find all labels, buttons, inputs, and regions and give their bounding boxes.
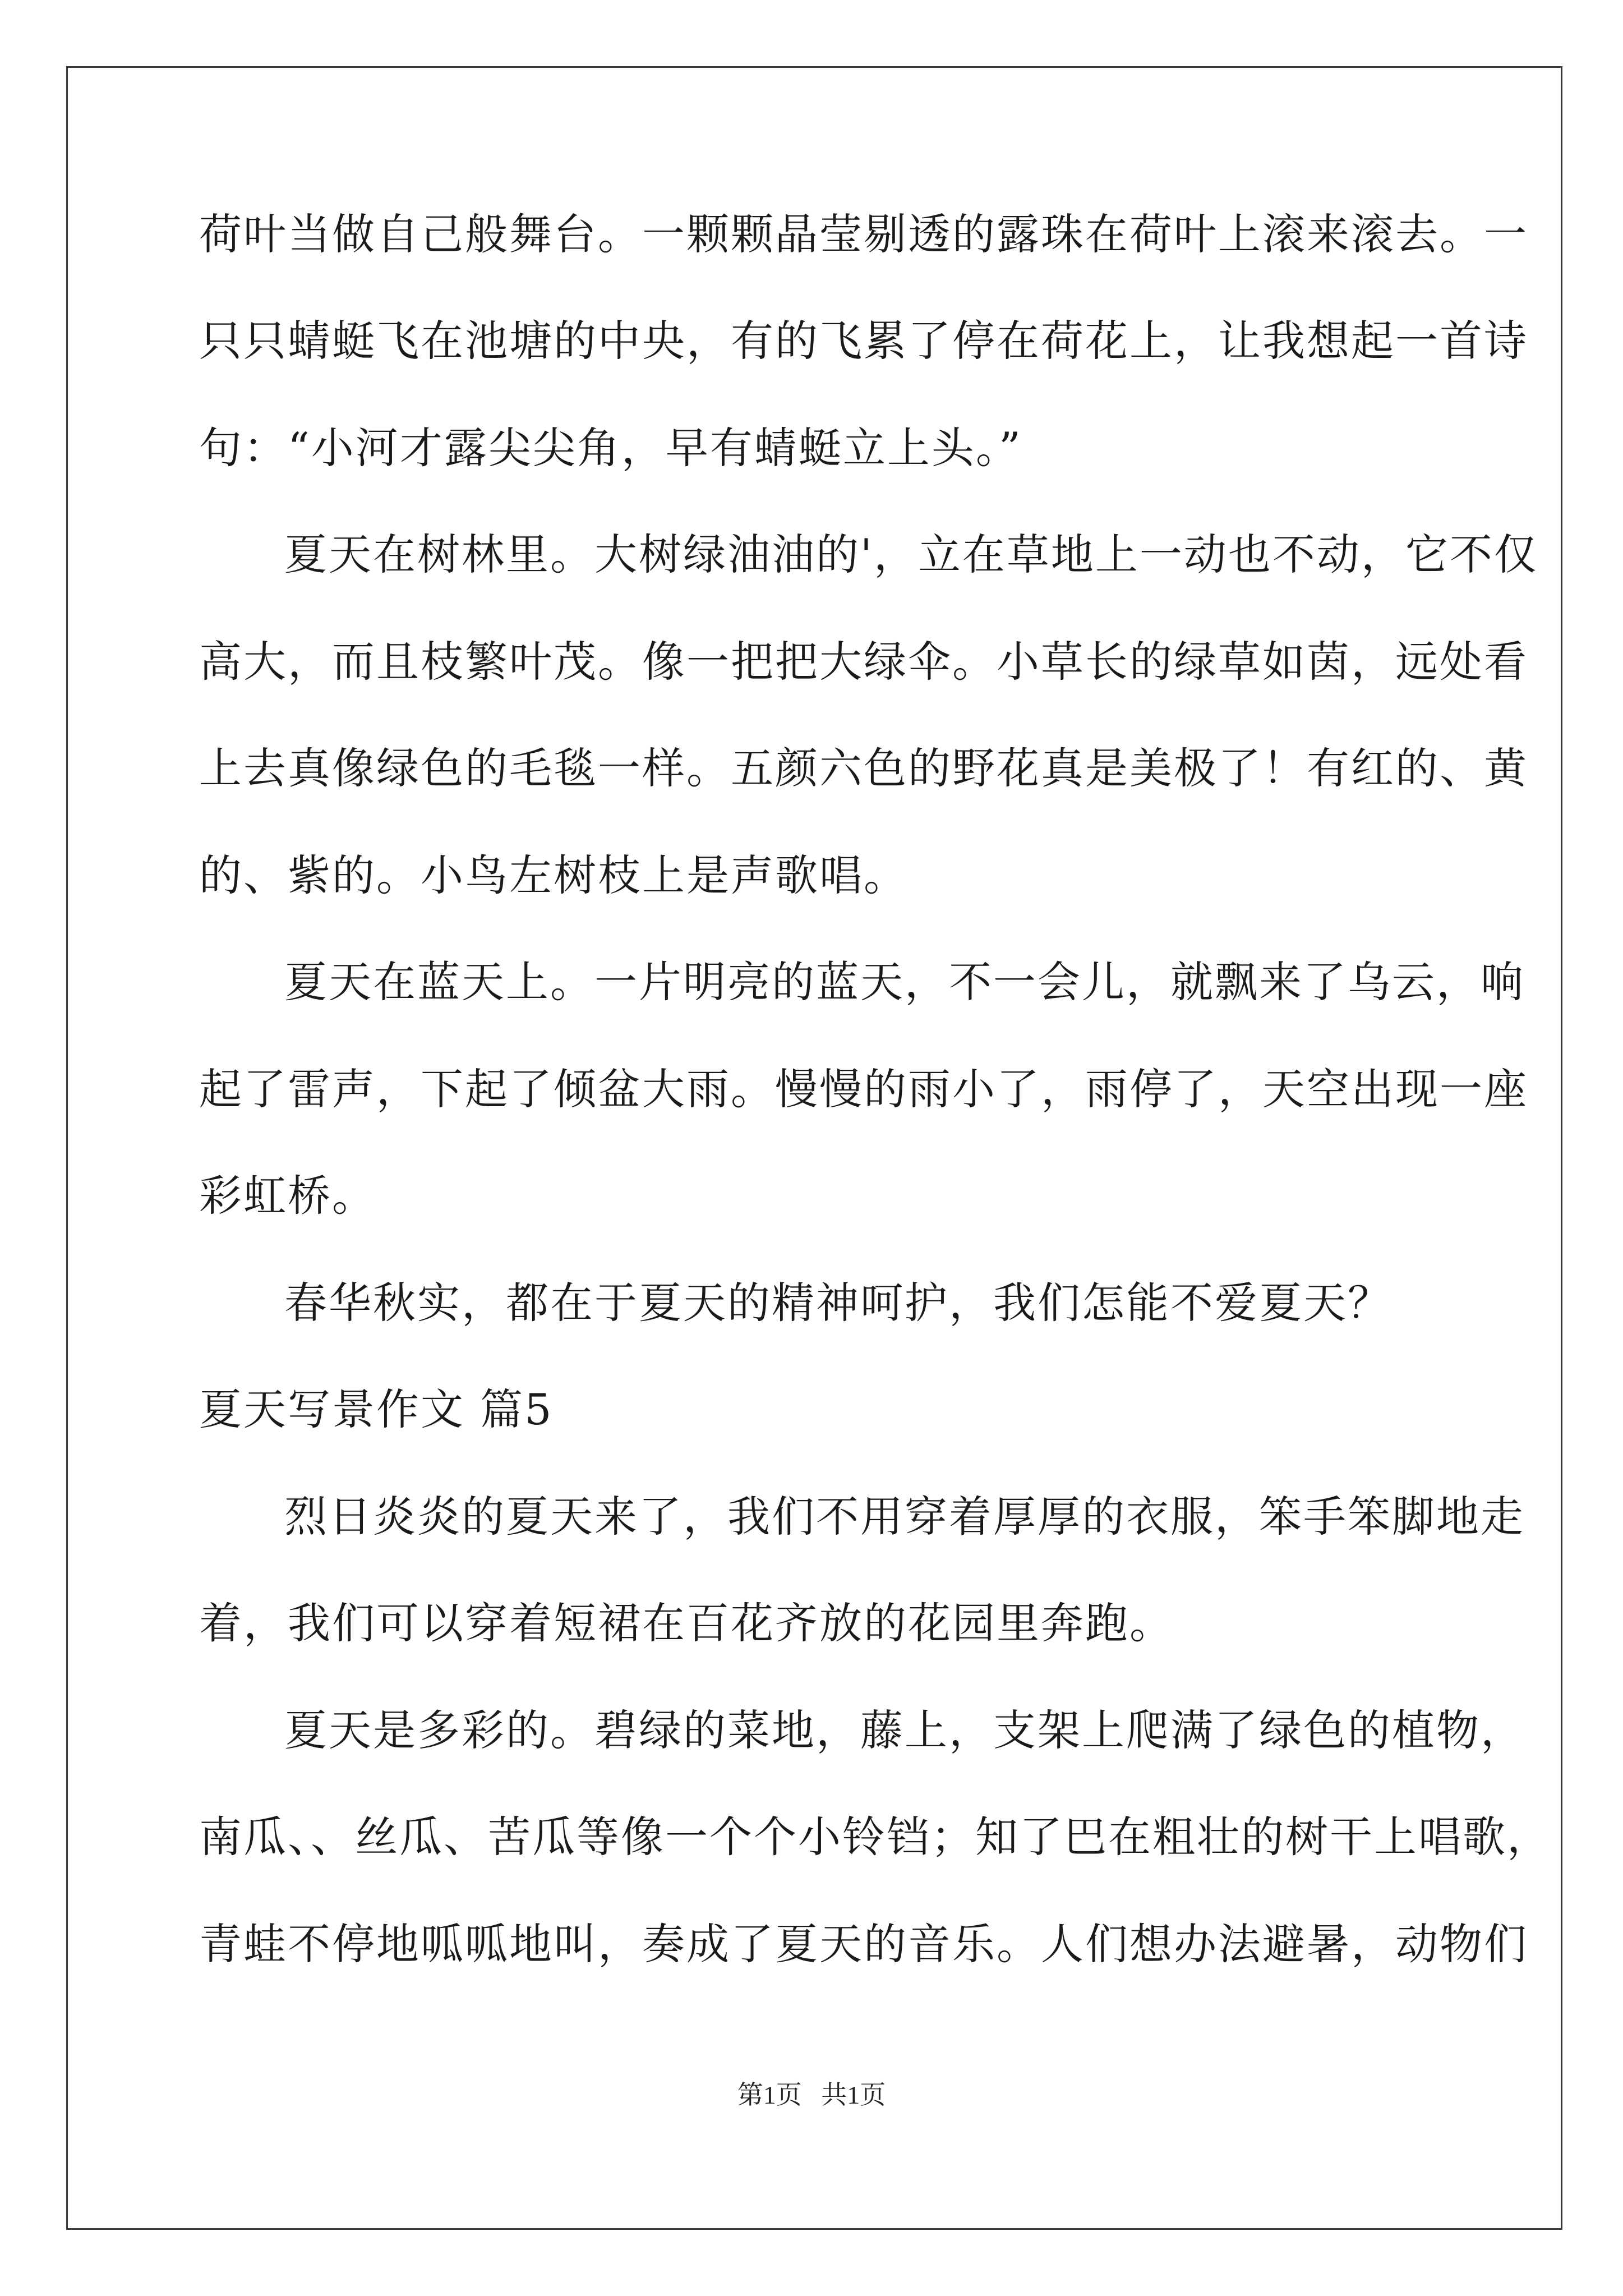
text-line: 烈日炎炎的夏天来了，我们不用穿着厚厚的衣服，笨手笨脚地走 [284, 1492, 1525, 1542]
text-line: 起了雷声，下起了倾盆大雨。慢慢的雨小了，雨停了，天空出现一座 [199, 1064, 1528, 1114]
text-line: 夏天是多彩的。碧绿的菜地，藤上，支架上爬满了绿色的植物， [284, 1705, 1525, 1755]
text-line: 夏天在蓝天上。一片明亮的蓝天，不一会儿，就飘来了乌云，响 [284, 957, 1525, 1007]
page-border [66, 66, 1562, 2230]
text-line: 春华秋实，都在于夏天的精神呵护，我们怎能不爱夏天？ [284, 1278, 1392, 1328]
text-line: 荷叶当做自己般舞台。一颗颗晶莹剔透的露珠在荷叶上滚来滚去。一 [199, 209, 1528, 259]
section-heading: 夏天写景作文 篇5 [199, 1384, 554, 1434]
text-line: 夏天在树林里。大树绿油油的'，立在草地上一动也不动，它不仅 [284, 530, 1538, 579]
page-footer: 第1页 共1页 [737, 2081, 886, 2109]
text-line: 青蛙不停地呱呱地叫，奏成了夏天的音乐。人们想办法避暑，动物们 [199, 1919, 1528, 1969]
text-line: 只只蜻蜓飞在池塘的中央，有的飞累了停在荷花上，让我想起一首诗 [199, 316, 1528, 366]
text-line: 高大，而且枝繁叶茂。像一把把大绿伞。小草长的绿草如茵，远处看 [199, 637, 1528, 687]
text-line: 上去真像绿色的毛毯一样。五颜六色的野花真是美极了！有红的、黄 [199, 743, 1528, 793]
text-line: 的、紫的。小鸟左树枝上是声歌唱。 [199, 850, 908, 900]
text-line: 句：“小河才露尖尖角，早有蜻蜓立上头。” [199, 423, 1022, 473]
text-line: 着，我们可以穿着短裙在百花齐放的花园里奔跑。 [199, 1598, 1174, 1648]
text-line: 南瓜、、丝瓜、苦瓜等像一个个小铃铛；知了巴在粗壮的树干上唱歌， [199, 1812, 1551, 1862]
text-line: 彩虹桥。 [199, 1171, 376, 1221]
